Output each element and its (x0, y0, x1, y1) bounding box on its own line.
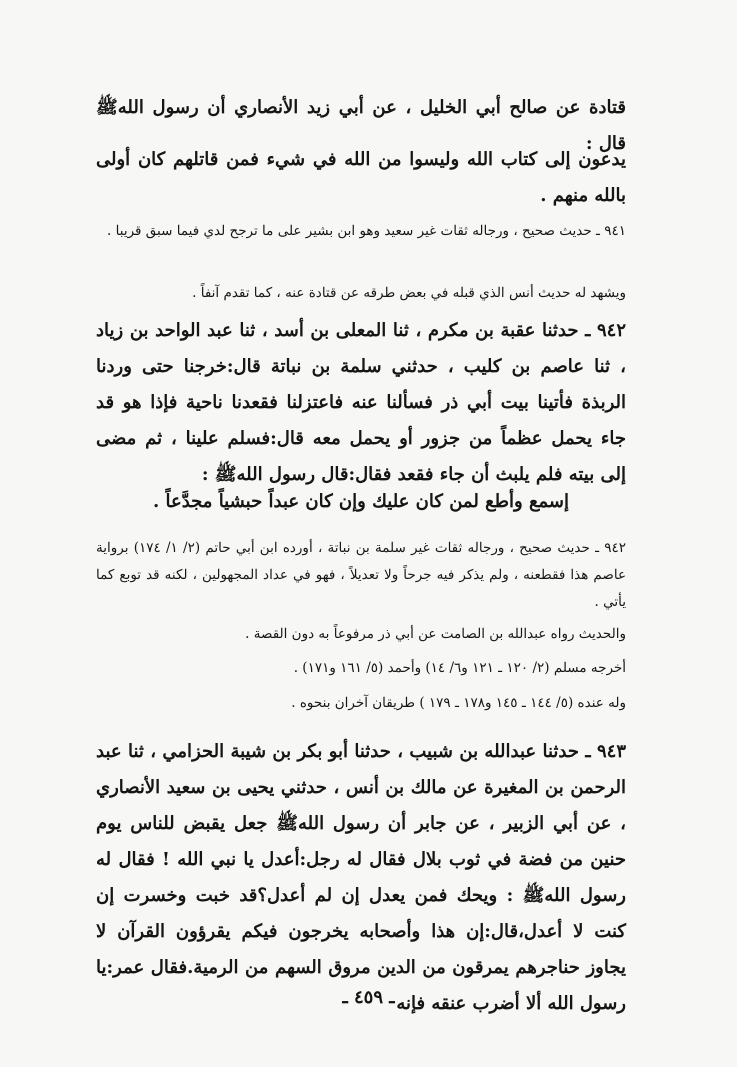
hadith-text: يدعون إلى كتاب الله وليسوا من الله في شيء فمن قاتلهم كان أولى بالله منهم . (96, 149, 626, 206)
hadith-943: ٩٤٣ ـ حدثنا عبدالله بن شبيب ، حدثنا أبو بكر بن شيبة الحزامي ، ثنا عبد الرحمن بن المغيرة عن مالك بن أنس ، حدثني يحيى بن سعيد الأنصاري ، عن أبي الزبير ، عن جابر أن رسول اللهﷺ جعل يقبض للناس يوم حنين من فضة في ثوب بلال فقال له رجل:أعدل يا نبي الله ! فقال له رسول اللهﷺ : ويحك فمن يعدل إن لم أعدل؟قد خبت وخسرت إن كنت لا أعدل،قال:إن هذا وأصحابه يخرجون فيكم يقرؤون القرآن لا يجاوز حناجرهم يمرقون من الدين مروق السهم من الرمية.فقال عمر:يا رسول الله ألا أضرب عنقه فإنه (96, 741, 626, 1014)
footnote-942-takhrij: أخرجه مسلم (٢/ ١٢٠ ـ ١٢١ و٦/ ١٤) وأحمد (٥/ ١٦١ و١٧١) . (293, 660, 626, 676)
footnote-942: ٩٤٢ ـ حديث صحيح ، ورجاله ثقات غير سلمة بن نباتة ، أورده ابن أبي حاتم (٢/ ١/ ١٧٤) برواية عاصم هذا فقطعنه ، ولم يذكر فيه جرحاً ولا تعديلاً ، فهو في عداد المجهولين ، لكنه قد توبع كما يأتي . (96, 540, 627, 610)
footnote-942-narration: والحديث رواه عبدالله بن الصامت عن أبي ذر مرفوعاً به دون القصة . (245, 626, 626, 642)
footnote-942-other-paths: وله عنده (٥/ ١٤٤ ـ ١٤٥ و١٧٨ ـ ١٧٩ ) طريقان آخران بنحوه . (291, 695, 626, 711)
footnote-941: ٩٤١ ـ حديث صحيح ، ورجاله ثقات غير سعيد وهو ابن بشير على ما ترجح لدي فيما سبق قريبا . (107, 223, 626, 239)
footnote-941-witness: ويشهد له حديث أنس الذي قبله في بعض طرقه عن قتادة عنه ، كما تقدم آنفاً . (192, 285, 626, 301)
text-line-intro: قتادة عن صالح أبي الخليل ، عن أبي زيد الأنصاري أن رسول اللهﷺ قال : (96, 97, 626, 154)
hadith-942-quote: إسمع وأطع لمن كان عليك وإن كان عبداً حبشياً مجدَّعاً . (152, 491, 570, 512)
hadith-942: ٩٤٢ ـ حدثنا عقبة بن مكرم ، ثنا المعلى بن أسد ، ثنا عبد الواحد بن زياد ، ثنا عاصم بن كليب ، حدثني سلمة بن نباتة قال:خرجنا حتى وردنا الربذة فأتينا بيت أبي ذر فسألنا عنه فاعتزلنا فقعدنا ناحية فإذا هو قد جاء يحمل عظماً من جزور أو يحمل معه قال:فسلم علينا ، ثم مضى إلى بيته فلم يلبث أن جاء فقعد فقال:قال رسول اللهﷺ : (96, 320, 626, 485)
page-number: ـ ٤٥٩ ـ (342, 987, 395, 1008)
